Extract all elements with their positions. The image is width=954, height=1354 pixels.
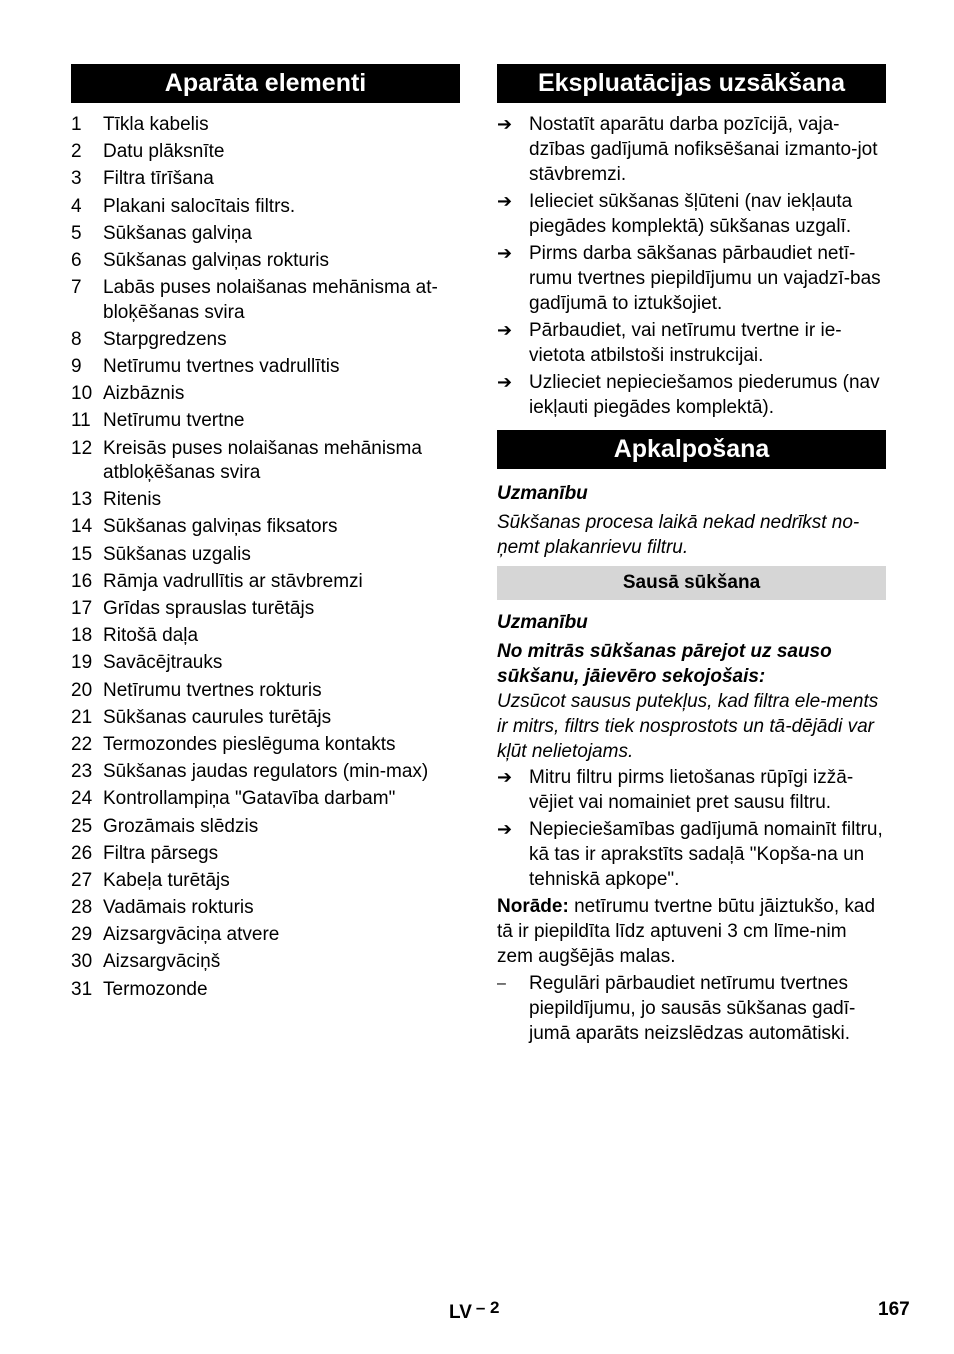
item-text: Savācējtrauks <box>103 652 223 674</box>
caution-text: Uzsūcot sausus putekļus, kad filtra ele-ments ir mitrs, filtrs tiek nosprostots un tā-dējādi var kļūt nelietojams. <box>497 691 879 762</box>
item-number: 19 <box>71 652 93 674</box>
item-text: Plakani salocītais filtrs. <box>103 195 296 217</box>
list-item <box>71 733 460 758</box>
note-label: Norāde: <box>497 896 569 917</box>
item-text: Tīkla kabelis <box>103 114 209 135</box>
dash-list <box>497 971 886 1046</box>
item-number: 6 <box>71 249 82 271</box>
right-column <box>497 64 886 1048</box>
section-page-number: – 2 <box>475 1298 500 1317</box>
item-number: 28 <box>71 897 93 919</box>
item-number: 3 <box>71 168 82 190</box>
list-item <box>71 597 460 622</box>
list-item <box>71 249 460 274</box>
item-number: 10 <box>71 383 93 405</box>
item-text: Grīdas sprauslas turētājs <box>103 598 315 619</box>
dash-bullet-icon: – <box>497 975 506 992</box>
item-number: 27 <box>71 869 93 891</box>
step-text: Uzlieciet nepieciešamos piederumus (nav iekļauti piegādes komplektā). <box>529 372 880 418</box>
item-number: 8 <box>71 328 82 350</box>
item-number: 13 <box>71 489 93 511</box>
list-item <box>71 437 460 486</box>
item-text: Filtra pārsegs <box>103 842 219 864</box>
caution-label: Uzmanību <box>497 483 588 504</box>
list-item <box>71 624 460 649</box>
item-number: 15 <box>71 543 93 565</box>
step-text: Pārbaudiet, vai netīrumu tvertne ir ie-vietota atbilstoši instrukcijai. <box>529 320 842 366</box>
arrow-right-icon: ➔ <box>497 767 513 787</box>
step-text: Nepieciešamības gadījumā nomainīt filtru, kā tas ir aprakstīts sadaļā "Kopša-na un tehniskā apkope". <box>529 819 883 890</box>
arrow-right-icon: ➔ <box>497 320 513 340</box>
section-title-apparatus-elements: Aparāta elementi <box>71 64 460 103</box>
item-text: Kabeļa turētājs <box>103 869 230 891</box>
item-number: 14 <box>71 516 93 538</box>
item-text: Labās puses nolaišanas mehānisma at-bloķēšanas svira <box>103 277 438 323</box>
caution-label: Uzmanību <box>497 612 588 633</box>
item-number: 29 <box>71 924 93 946</box>
step-text: Pirms darba sākšanas pārbaudiet netī-rumu tvertnes piepildījumu un vajadzī-bas gadījumā to iztukšojiet. <box>529 243 881 314</box>
step-item <box>497 241 886 316</box>
item-text: Kontrollampiņa "Gatavība darbam" <box>103 788 396 810</box>
list-item <box>71 978 460 1003</box>
list-item <box>71 543 460 568</box>
dry-vacuuming-steps <box>497 765 886 892</box>
list-item <box>71 760 460 785</box>
item-text: Termozonde <box>103 978 208 1000</box>
item-number: 5 <box>71 222 82 244</box>
item-number: 20 <box>71 679 93 701</box>
item-number: 4 <box>71 195 82 217</box>
item-text: Vadāmais rokturis <box>103 897 254 919</box>
item-text: Kreisās puses nolaišanas mehānisma atbloķēšanas svira <box>103 437 422 484</box>
item-text: Rāmja vadrullītis ar stāvbremzi <box>103 570 363 592</box>
item-number: 16 <box>71 570 93 592</box>
step-item <box>497 189 886 239</box>
list-item <box>71 679 460 704</box>
step-item <box>497 112 886 187</box>
step-item <box>497 765 886 815</box>
item-text: Netīrumu tvertnes rokturis <box>103 679 322 701</box>
item-text: Sūkšanas galviņa <box>103 222 252 244</box>
item-text: Sūkšanas caurules turētājs <box>103 706 332 728</box>
section-title-operation: Apkalpošana <box>497 430 886 469</box>
list-item <box>71 195 460 220</box>
list-item <box>71 896 460 921</box>
page-number: 167 <box>878 1299 910 1320</box>
list-item <box>71 167 460 192</box>
item-text: Aizsargvāciņa atvere <box>103 924 280 946</box>
item-number: 30 <box>71 951 93 973</box>
item-number: 23 <box>71 761 93 783</box>
language-code: LV <box>449 1302 472 1323</box>
list-item <box>71 815 460 840</box>
arrow-right-icon: ➔ <box>497 191 513 211</box>
item-number: 9 <box>71 356 82 377</box>
item-number: 22 <box>71 733 93 755</box>
item-text: Sūkšanas uzgalis <box>103 543 251 565</box>
list-item <box>71 570 460 595</box>
list-item <box>71 651 460 676</box>
item-number: 24 <box>71 788 93 810</box>
item-text: Sūkšanas jaudas regulators (min-max) <box>103 761 429 783</box>
arrow-right-icon: ➔ <box>497 114 513 134</box>
note-paragraph <box>497 894 886 969</box>
item-number: 11 <box>71 410 91 432</box>
item-text: Termozondes pieslēguma kontakts <box>103 733 396 755</box>
list-item <box>71 409 460 434</box>
dash-text: Regulāri pārbaudiet netīrumu tvertnes piepildījumu, jo sausās sūkšanas gadī-jumā aparāts neizslēdzas automātiski. <box>529 973 856 1044</box>
arrow-right-icon: ➔ <box>497 372 513 392</box>
item-text: Netīrumu tvertnes vadrullītis <box>103 356 340 377</box>
caution-text: Sūkšanas procesa laikā nekad nedrīkst no-ņemt plakanrievu filtru. <box>497 512 860 558</box>
step-item <box>497 817 886 892</box>
item-number: 1 <box>71 114 82 135</box>
item-text: Filtra tīrīšana <box>103 168 214 190</box>
list-item <box>71 276 460 325</box>
left-column <box>71 64 460 1005</box>
step-text: Ielieciet sūkšanas šļūteni (nav iekļauta piegādes komplektā) sūkšanas uzgalī. <box>529 191 853 237</box>
footer-language <box>449 1298 500 1324</box>
arrow-right-icon: ➔ <box>497 243 513 263</box>
list-item <box>71 328 460 353</box>
list-item <box>71 382 460 407</box>
subsection-title-dry-vacuuming: Sausā sūkšana <box>497 566 886 600</box>
step-text: Nostatīt aparātu darba pozīcijā, vaja-dzības gadījumā nofiksēšanai izmanto-jot stāvbremzi. <box>529 114 878 185</box>
list-item <box>71 787 460 812</box>
item-number: 21 <box>71 706 93 728</box>
item-number: 26 <box>71 842 93 864</box>
section-title-start-up: Ekspluatācijas uzsākšana <box>497 64 886 103</box>
item-number: 7 <box>71 277 82 299</box>
list-item <box>71 706 460 731</box>
item-number: 25 <box>71 815 93 837</box>
item-number: 18 <box>71 625 93 647</box>
list-item <box>71 488 460 513</box>
list-item <box>71 222 460 247</box>
item-text: Datu plāksnīte <box>103 141 225 163</box>
dash-item <box>497 971 886 1046</box>
item-number: 31 <box>71 978 93 1000</box>
item-text: Netīrumu tvertne <box>103 410 245 432</box>
step-item <box>497 318 886 368</box>
start-up-steps <box>497 112 886 420</box>
item-text: Ritenis <box>103 489 162 511</box>
item-text: Aizbāznis <box>103 383 185 405</box>
item-number: 12 <box>71 437 93 459</box>
step-text: Mitru filtru pirms lietošanas rūpīgi izžā-vējiet vai nomainiet pret sausu filtru. <box>529 767 854 813</box>
list-item <box>71 842 460 867</box>
list-item <box>71 515 460 540</box>
list-item <box>71 113 460 138</box>
item-number: 17 <box>71 598 93 619</box>
item-text: Ritošā daļa <box>103 625 199 647</box>
list-item <box>71 869 460 894</box>
item-text: Grozāmais slēdzis <box>103 815 259 837</box>
parts-list <box>71 113 460 1002</box>
item-text: Sūkšanas galviņas fiksators <box>103 516 338 538</box>
list-item <box>71 140 460 165</box>
note-text: netīrumu tvertne būtu jāiztukšo, kad tā ir piepildīta līdz aptuveni 3 cm līme-nim zem augšējās malas. <box>497 896 876 967</box>
list-item <box>71 923 460 948</box>
list-item <box>71 950 460 975</box>
item-number: 2 <box>71 141 82 163</box>
step-item <box>497 370 886 420</box>
caution-bold-text: No mitrās sūkšanas pārejot uz sauso sūkšanu, jāievēro sekojošais: <box>497 641 832 687</box>
item-text: Aizsargvāciņš <box>103 951 221 973</box>
item-text: Sūkšanas galviņas rokturis <box>103 249 329 271</box>
arrow-right-icon: ➔ <box>497 819 513 839</box>
list-item <box>71 355 460 380</box>
item-text: Starpgredzens <box>103 328 227 350</box>
